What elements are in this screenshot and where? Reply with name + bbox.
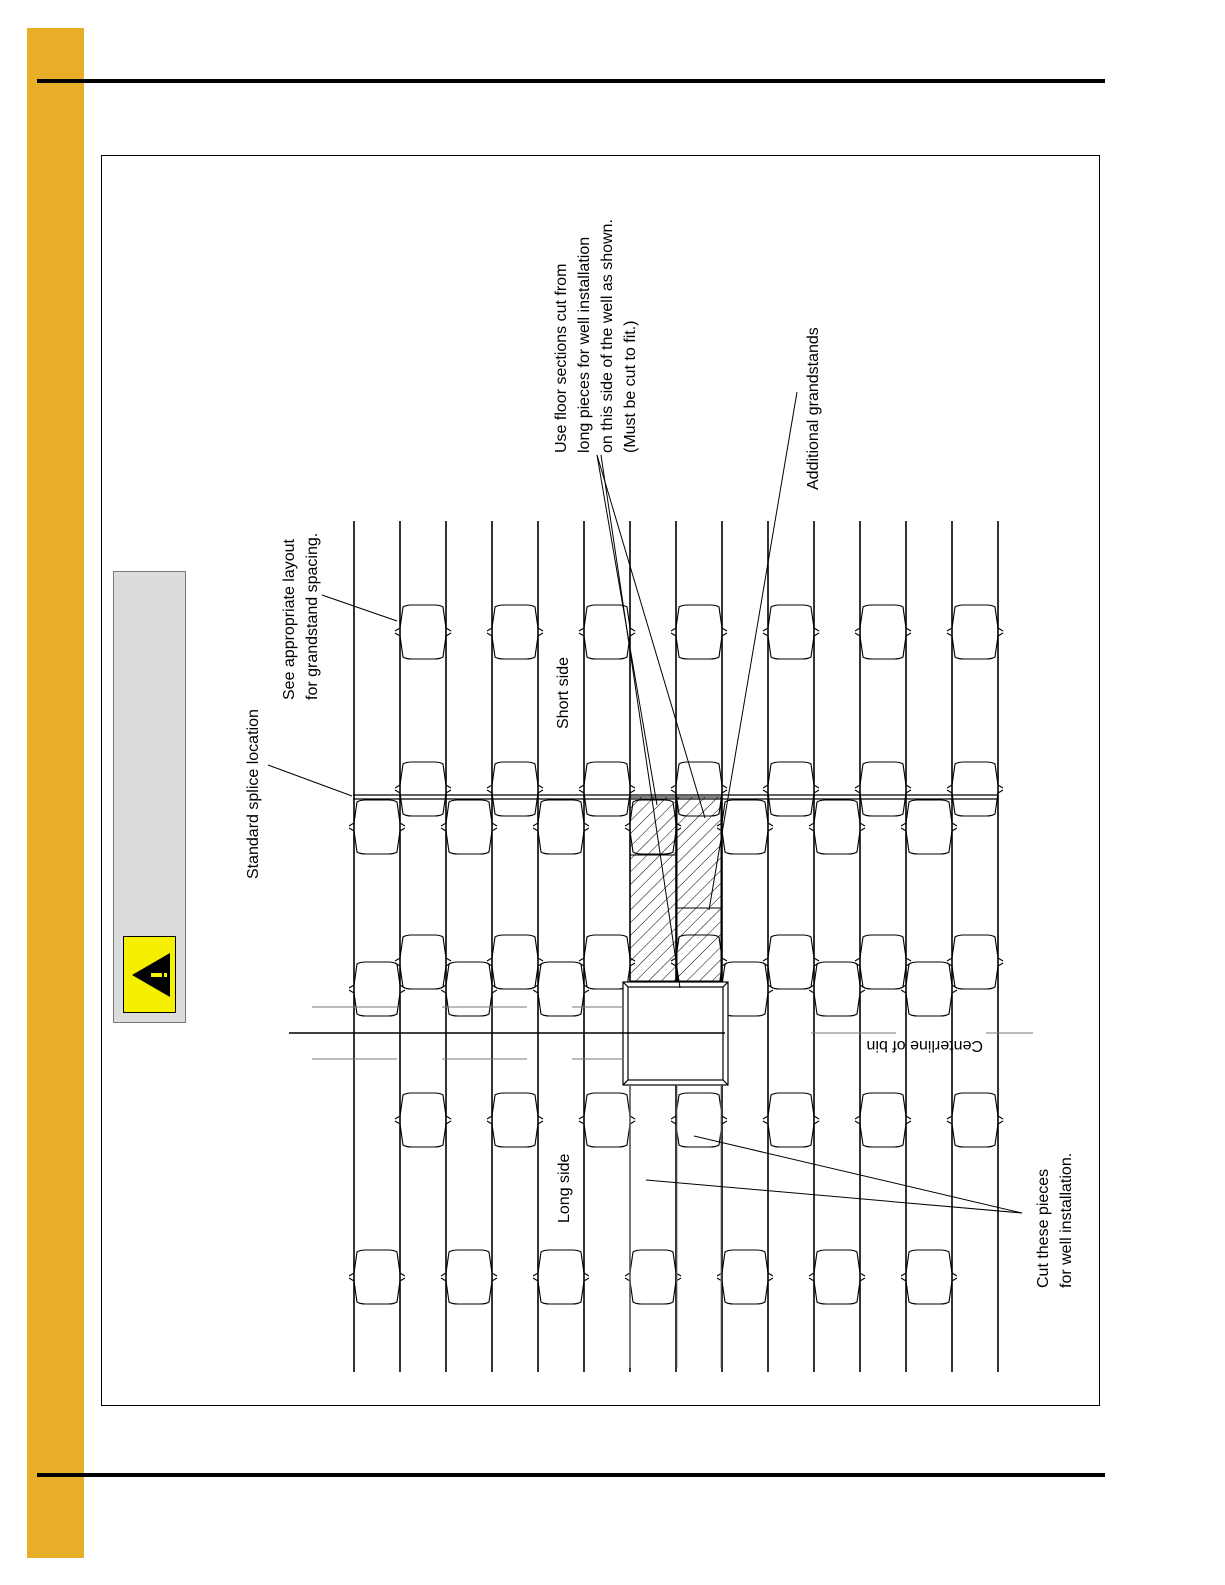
grandstand-bracket [763,633,819,659]
grandstand-bracket [671,633,727,659]
grandstand-bracket [763,762,819,788]
grandstand-bracket [395,790,451,816]
grandstand-bracket [947,605,1003,631]
grandstand-bracket [947,963,1003,989]
grandstand-bracket [763,1093,819,1119]
grandstand-bracket [855,935,911,961]
grandstand-bracket [579,762,635,788]
grandstand-bracket [349,1250,405,1276]
grandstand-bracket [441,1278,497,1304]
grandstand-bracket [809,1250,865,1276]
grandstand-bracket [533,990,589,1016]
grandstand-bracket [901,828,957,854]
label-short-side: Short side [555,656,572,729]
grandstand-bracket [947,935,1003,961]
label-use-floor-4: (Must be cut to fit.) [622,320,639,453]
grandstand-bracket [579,790,635,816]
grandstand-bracket [533,800,589,826]
grandstand-bracket [349,800,405,826]
grandstand-bracket [395,762,451,788]
grandstand-bracket [487,633,543,659]
grandstand-bracket [533,962,589,988]
grandstand-bracket [441,962,497,988]
grandstand-bracket [349,1278,405,1304]
grandstand-bracket [717,1250,773,1276]
grandstand-bracket [947,1093,1003,1119]
grandstand-bracket [763,605,819,631]
grandstand-bracket [763,1121,819,1147]
grandstand-bracket [671,762,727,788]
grandstand-bracket [717,1278,773,1304]
grandstand-bracket [349,962,405,988]
grandstand-bracket [855,633,911,659]
grandstand-bracket [671,605,727,631]
label-see-layout-2: for grandstand spacing. [304,532,321,700]
grandstand-bracket [671,1121,727,1147]
grandstand-bracket [487,762,543,788]
grandstand-bracket [625,1278,681,1304]
grandstand-bracket [809,800,865,826]
grandstand-bracket [809,1278,865,1304]
grandstand-bracket [947,633,1003,659]
grandstand-bracket [487,790,543,816]
grandstand-bracket [395,935,451,961]
grandstand-bracket [947,790,1003,816]
grandstand-bracket [533,1278,589,1304]
grandstand-bracket [579,935,635,961]
grandstand-bracket [671,1093,727,1119]
grandstand-bracket [395,963,451,989]
label-cut-pieces-2: for well installation. [1058,1152,1075,1288]
grandstand-bracket [441,1250,497,1276]
grandstand-bracket [441,828,497,854]
grandstand-bracket [395,1093,451,1119]
grandstand-bracket [947,762,1003,788]
grandstand-bracket [533,1250,589,1276]
label-additional-grandstands: Additional grandstands [805,327,822,490]
grandstand-bracket [349,828,405,854]
grandstand-bracket [395,1121,451,1147]
label-cut-pieces-1: Cut these pieces [1035,1168,1052,1288]
grandstand-bracket [441,990,497,1016]
grandstand-bracket [487,1093,543,1119]
grandstand-bracket [395,605,451,631]
grandstand-bracket [487,963,543,989]
grandstand-bracket [625,1250,681,1276]
grandstand-bracket [395,633,451,659]
grandstand-bracket [855,605,911,631]
grandstand-bracket [349,990,405,1016]
grandstand-bracket [487,935,543,961]
label-use-floor-3: on this side of the well as shown. [599,219,616,453]
label-use-floor-1: Use floor sections cut from [553,263,570,453]
grandstand-bracket [855,1121,911,1147]
grandstand-bracket [533,828,589,854]
grandstand-bracket [763,963,819,989]
grandstand-bracket [901,962,957,988]
label-use-floor-2: long pieces for well installation [576,236,593,453]
grandstand-bracket [855,762,911,788]
hatched-sections [630,797,721,981]
grandstand-bracket [579,1093,635,1119]
label-long-side: Long side [556,1153,573,1223]
grandstand-bracket [855,790,911,816]
label-see-layout-1: See appropriate layout [281,539,298,700]
grandstand-bracket [763,935,819,961]
label-standard-splice: Standard splice location [245,709,262,879]
grandstand-bracket [441,800,497,826]
grandstand-bracket [901,990,957,1016]
grandstand-bracket [901,1250,957,1276]
grandstand-bracket [809,990,865,1016]
grandstand-bracket [947,1121,1003,1147]
grandstand-bracket [855,1093,911,1119]
grandstand-bracket [579,1121,635,1147]
label-centerline: Centerline of bin [866,1037,983,1054]
grandstand-bracket [901,800,957,826]
grandstand-bracket [763,790,819,816]
grandstand-bracket [901,1278,957,1304]
grandstand-bracket [809,828,865,854]
grandstand-bracket [487,1121,543,1147]
grandstand-bracket [855,963,911,989]
grandstand-bracket [717,828,773,854]
grandstand-bracket [487,605,543,631]
grandstand-bracket [579,633,635,659]
grandstand-bracket [809,962,865,988]
